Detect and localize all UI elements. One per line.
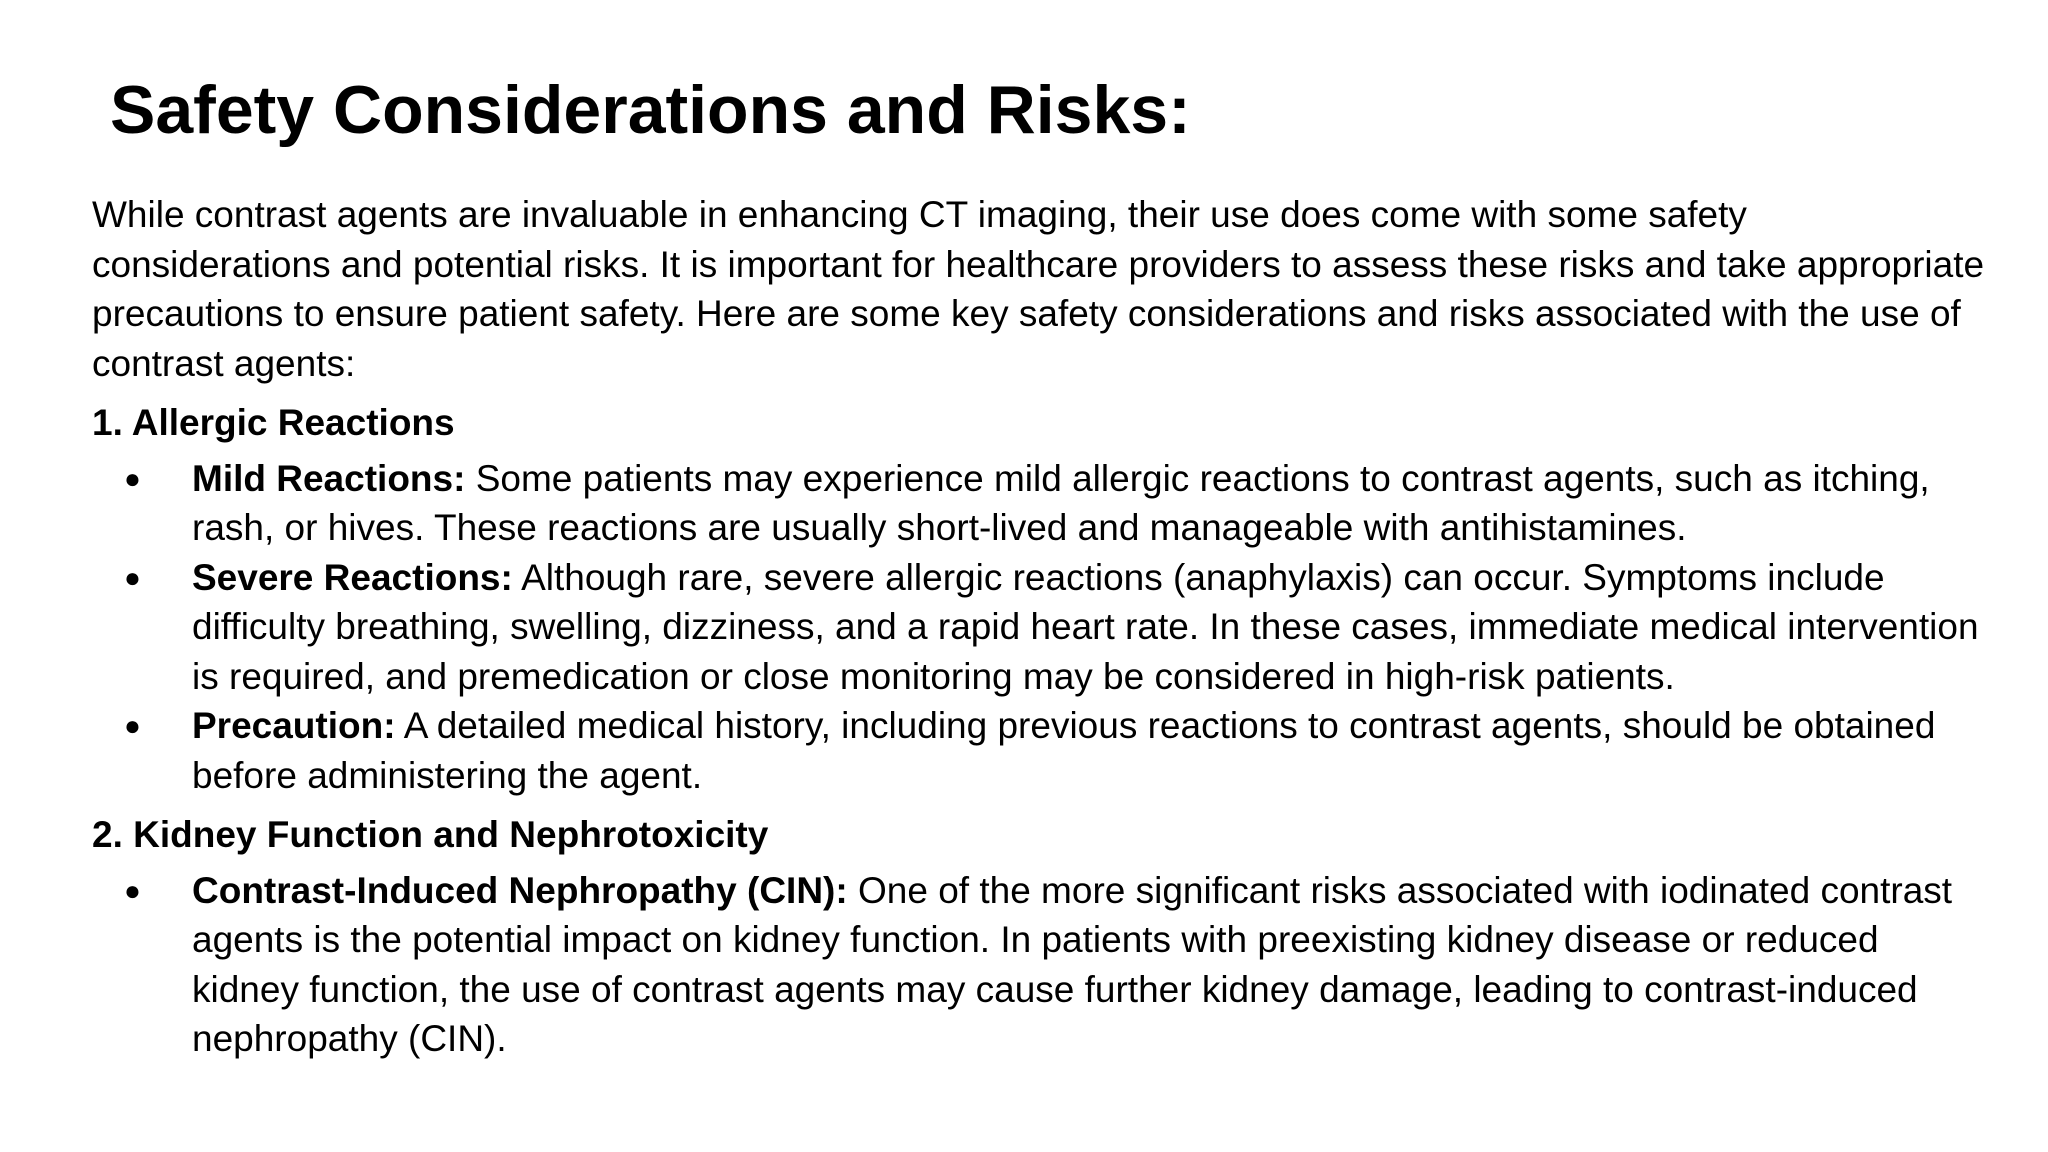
section-allergic-reactions [92,398,1992,800]
list-item [92,701,1992,800]
bullet-list [92,454,1992,801]
item-text: Although rare, severe allergic reactions (anaphylaxis) can occur. Symptoms include difficulty breathing, swelling, dizziness, and a rapid heart rate. In these cases, immediate medical intervention is required, and premedication or close monitoring may be considered in high-risk patients. [192,556,1979,697]
section-kidney-function [92,810,1992,1064]
bullet-icon: ● [124,874,141,906]
item-term: Severe Reactions: [192,556,513,598]
item-term: Mild Reactions: [192,457,466,499]
section-heading: 1. Allergic Reactions [92,402,455,443]
bullet-icon: ● [124,710,141,741]
bullet-list [92,866,1992,1064]
list-item [92,866,1992,1064]
bullet-icon: ● [124,561,141,593]
item-term: Precaution: [192,705,396,746]
item-text: A detailed medical history, including previous reactions to contrast agents, should be obtained before administering the agent. [192,705,1936,796]
item-term: Contrast-Induced Nephropathy (CIN): [192,869,848,911]
slide-body [92,190,1992,1064]
intro-paragraph: While contrast agents are invaluable in enhancing CT imaging, their use does come with some safety considerations and potential risks. It is important for healthcare providers to assess these risks and take appropriate precautions to ensure patient safety. Here are some key safety considerations and risks associated with the use of contrast agents: [92,194,1985,384]
slide-title: Safety Considerations and Risks: [110,72,1191,148]
list-item [92,553,1992,702]
section-heading: 2. Kidney Function and Nephrotoxicity [92,814,769,855]
item-text: Some patients may experience mild allergic reactions to contrast agents, such as itching, rash, or hives. These reactions are usually short-lived and manageable with antihistamines. [192,457,1930,548]
item-text: One of the more significant risks associated with iodinated contrast agents is the potential impact on kidney function. In patients with preexisting kidney disease or reduced kidney function, the use of contrast agents may cause further kidney damage, leading to contrast-induced nephropathy (CIN). [192,869,1953,1059]
list-item [92,454,1992,553]
bullet-icon: ● [124,462,141,494]
